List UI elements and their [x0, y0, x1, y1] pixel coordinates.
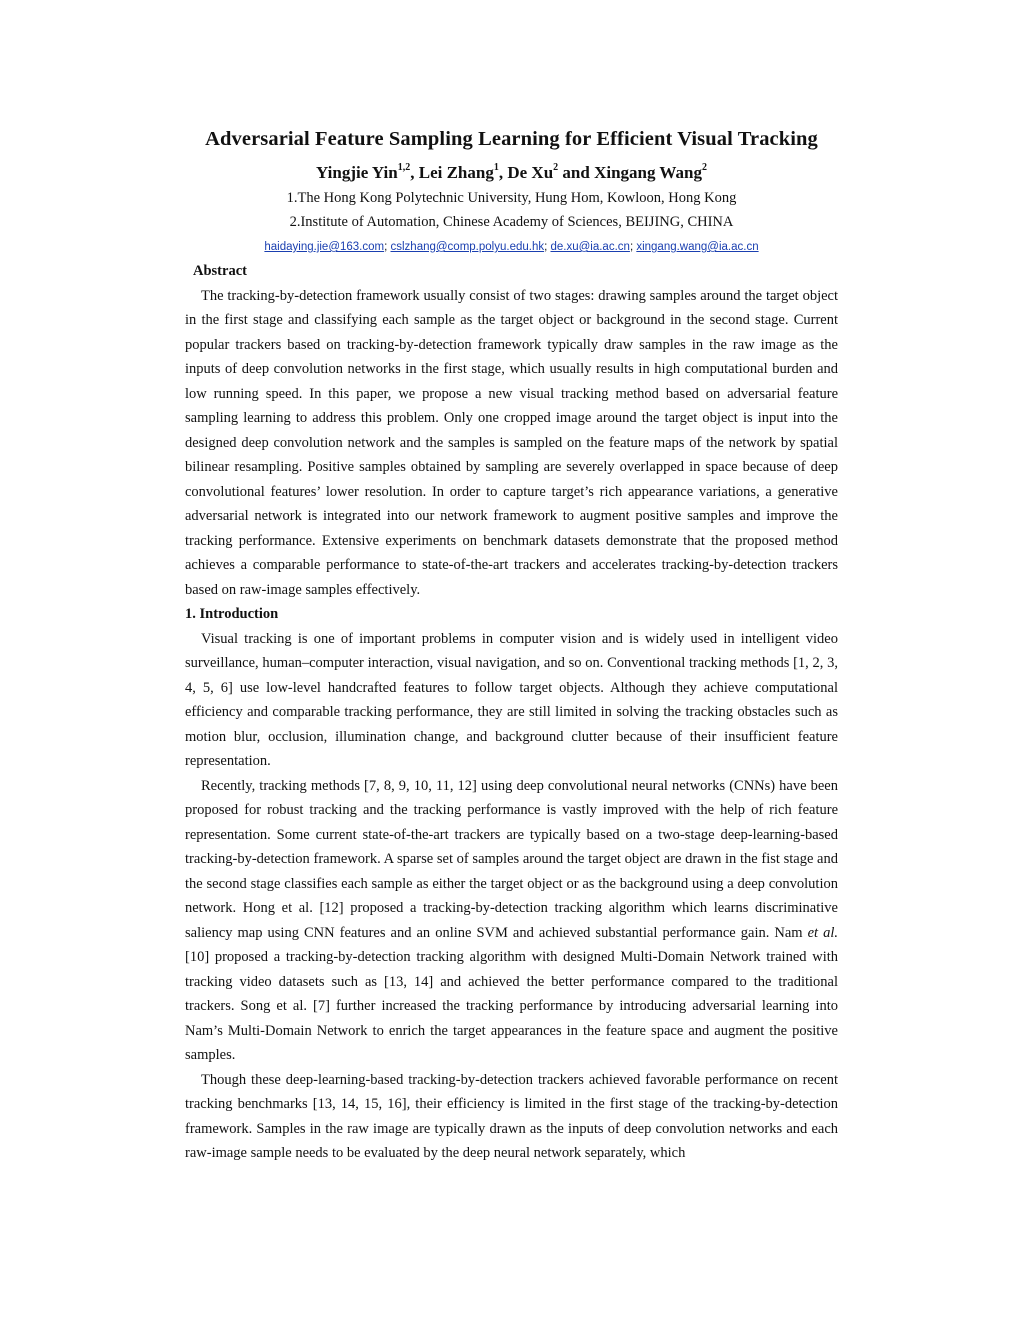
email-link[interactable]: de.xu@ia.ac.cn: [550, 241, 630, 253]
author-name: De Xu: [507, 163, 554, 182]
author-affil-sup: 1: [493, 162, 499, 174]
introduction-heading: 1. Introduction: [185, 606, 279, 622]
email-link[interactable]: xingang.wang@ia.ac.cn: [636, 241, 759, 253]
email-link[interactable]: haidaying.jie@163.com: [264, 241, 385, 253]
author-affil-sup: 2: [701, 162, 707, 174]
email-separator: ;: [544, 241, 551, 253]
intro-p2-part-b: [10] proposed a tracking-by-detection tracking algorithm with designed Multi-Domain Network trained with tracking video datasets such as [13, 14] and achieved the better performance compared to the traditional trackers. Song et al. [7] further increased the tracking performance by introducing adversarial learning into Nam’s Multi-Domain Network to enrich the target appearances in the feature space and augment the positive samples.: [185, 949, 838, 1063]
affiliation-2: 2.Institute of Automation, Chinese Academy of Sciences, BEIJING, CHINA: [289, 214, 734, 230]
abstract-heading: Abstract: [193, 263, 247, 279]
author-name: Xingang Wang: [594, 163, 702, 182]
email-separator: ;: [384, 241, 391, 253]
author-sep: ,: [498, 163, 508, 182]
author-sep: and: [558, 163, 595, 182]
email-list: [185, 235, 838, 259]
intro-paragraph-2: [185, 774, 838, 1068]
intro-paragraph-3: Though these deep-learning-based tracking-by-detection trackers achieved favorable performance on recent tracking benchmarks [13, 14, 15, 16], their efficiency is limited in the first stage of the tracking-by-detection framework. Samples in the raw image are typically drawn as the inputs of deep convolution networks and each raw-image sample needs to be evaluated by the deep neural network separately, which: [185, 1071, 838, 1161]
abstract-text: The tracking-by-detection framework usually consist of two stages: drawing samples around the target object in the first stage and classifying each sample as the target object or background in the second stage. Current popular trackers based on tracking-by-detection framework typically draw samples in the raw image as the inputs of deep convolution networks in the first stage, which usually results in high computational burden and low running speed. In this paper, we propose a new visual tracking method based on adversarial feature sampling learning to address this problem. Only one cropped image around the target object is input into the designed deep convolution network and the samples is sampled on the feature maps of the network by spatial bilinear resampling. Positive samples obtained by sampling are severely overlapped in space because of deep convolutional features’ lower resolution. In order to capture target’s rich appearance variations, a generative adversarial network is integrated into our network framework to augment positive samples and improve the tracking performance. Extensive experiments on benchmark datasets demonstrate that the proposed method achieves a comparable performance to state-of-the-art trackers and accelerates tracking-by-detection trackers based on raw-image samples effectively.: [185, 287, 838, 598]
author-affil-sup: 1,2: [397, 162, 411, 174]
intro-paragraph-1: Visual tracking is one of important problems in computer vision and is widely used in intelligent video surveillance, human–computer interaction, visual navigation, and so on. Conventional tracking methods [1, 2, 3, 4, 5, 6] use low-level handcrafted features to follow target objects. Although they achieve computational efficiency and comparable tracking performance, they are still limited in solving the tracking obstacles such as motion blur, occlusion, illumination change, and background clutter because of their insufficient feature representation.: [185, 630, 838, 769]
email-separator: ;: [629, 241, 637, 253]
paper-title: Adversarial Feature Sampling Learning for Efficient Visual Tracking: [205, 128, 818, 150]
intro-p2-emphasis: et al.: [807, 924, 838, 941]
author-list: [185, 160, 838, 186]
intro-p2-part-a: Recently, tracking methods [7, 8, 9, 10, 11, 12] using deep convolutional neural networks (CNNs) have been proposed for robust tracking and the tracking performance is vastly improved with the help of rich feature representation. Some current state-of-the-art trackers are typically based on a two-stage deep-learning-based tracking-by-detection framework. A sparse set of samples around the target object are drawn in the fist stage and the second stage classifies each sample as either the target object or as the background using a deep convolution network. Hong et al. [12] proposed a tracking-by-detection tracking algorithm which learns discriminative saliency map using CNN features and an online SVM and achieved substantial performance gain. Nam: [185, 777, 838, 941]
author-name: Lei Zhang: [418, 163, 494, 182]
author-sep: ,: [410, 163, 419, 182]
email-link[interactable]: cslzhang@comp.polyu.edu.hk: [390, 241, 545, 253]
author-affil-sup: 2: [553, 162, 559, 174]
paper-content: [185, 124, 838, 1166]
affiliation-1: 1.The Hong Kong Polytechnic University, Hung Hom, Kowloon, Hong Kong: [286, 190, 737, 206]
author-name: Yingjie Yin: [316, 163, 398, 182]
